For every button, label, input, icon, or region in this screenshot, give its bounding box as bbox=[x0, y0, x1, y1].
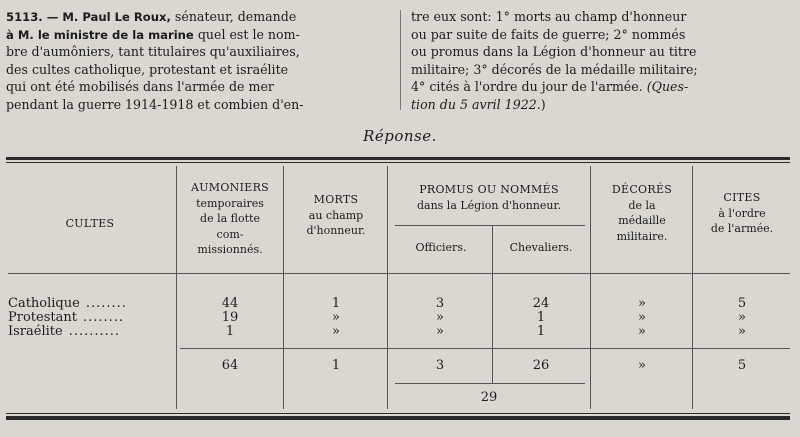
header-aumoniers-line: de la flotte bbox=[200, 212, 260, 225]
cell-decores: » bbox=[638, 324, 646, 339]
promus-total-line bbox=[395, 383, 585, 384]
header-decores bbox=[592, 182, 692, 244]
header-aumoniers-line: AUMONIERS bbox=[190, 181, 269, 194]
question-text-segment: qui ont été mobilisés dans l'armée de mer bbox=[6, 79, 274, 95]
column-line bbox=[590, 166, 591, 409]
question-text-segment: sénateur, demande bbox=[170, 9, 297, 24]
column-line bbox=[492, 225, 493, 383]
row-label bbox=[8, 311, 124, 325]
header-aumoniers bbox=[178, 180, 282, 258]
question-text-segment: pendant la guerre 1914-1918 et combien d'en- bbox=[6, 96, 304, 112]
question-text-segment: tre eux sont: 1° morts au champ d'honneur bbox=[411, 9, 687, 24]
total-aumoniers: 64 bbox=[221, 358, 239, 373]
leader-dots: .......... bbox=[68, 324, 121, 339]
cell-cites: » bbox=[738, 324, 746, 339]
header-bottom-line bbox=[8, 273, 790, 274]
cell-chevaliers: 1 bbox=[536, 310, 546, 325]
totals-line bbox=[180, 348, 790, 349]
column-line bbox=[283, 166, 284, 409]
header-subline bbox=[395, 225, 585, 226]
question-text-segment: 4° cités à l'ordre du jour de l'armée. bbox=[411, 79, 647, 95]
culte-name: Protestant bbox=[8, 310, 77, 325]
total-decores: » bbox=[638, 358, 646, 373]
total-officiers: 3 bbox=[435, 358, 445, 373]
header-cultes: CULTES bbox=[65, 217, 115, 230]
cell-morts: » bbox=[332, 324, 340, 339]
cell-aumoniers: 44 bbox=[221, 296, 239, 311]
culte-name: Catholique bbox=[8, 296, 80, 311]
cell-decores: » bbox=[638, 310, 646, 325]
question-text-segment: ou par suite de faits de guerre; 2° nommés bbox=[411, 26, 686, 42]
cell-cites: » bbox=[738, 310, 746, 325]
header-chevaliers: Chevaliers. bbox=[509, 241, 573, 254]
header-promus bbox=[388, 182, 590, 213]
column-line bbox=[176, 166, 177, 409]
header-morts-line: au champ bbox=[308, 208, 364, 222]
header-cites bbox=[694, 190, 790, 237]
question-text-segment: militaire; 3° décorés de la médaille militaire; bbox=[411, 61, 698, 77]
cell-officiers: 3 bbox=[435, 296, 445, 311]
cell-officiers: » bbox=[436, 324, 444, 339]
header-decores-line: DÉCORÉS bbox=[611, 183, 673, 196]
header-morts-line: MORTS bbox=[313, 193, 359, 206]
cell-morts: » bbox=[332, 310, 340, 325]
cell-chevaliers: 24 bbox=[532, 296, 550, 311]
header-cites-line: CITES bbox=[723, 191, 761, 204]
header-decores-line: militaire. bbox=[616, 229, 668, 243]
response-title: Réponse. bbox=[363, 127, 437, 145]
question-text-segment: ou promus dans la Légion d'honneur au titre bbox=[411, 44, 697, 60]
header-aumoniers-line: missionnés. bbox=[197, 243, 263, 256]
question-text-segment: ) bbox=[540, 96, 546, 112]
row-label bbox=[8, 325, 120, 339]
row-label bbox=[8, 297, 127, 311]
leader-dots: ........ bbox=[82, 310, 125, 325]
cell-cites: 5 bbox=[737, 296, 747, 311]
cell-aumoniers: 1 bbox=[225, 324, 235, 339]
column-line bbox=[692, 166, 693, 409]
question-text-segment: (Ques- bbox=[646, 79, 689, 95]
total-cites: 5 bbox=[737, 358, 747, 373]
cell-chevaliers: 1 bbox=[536, 324, 546, 339]
total-morts: 1 bbox=[331, 358, 341, 373]
question-text-segment: tion du 5 avril 1922. bbox=[411, 96, 541, 112]
total-chevaliers: 26 bbox=[532, 358, 550, 373]
cell-officiers: » bbox=[436, 310, 444, 325]
total-promus: 29 bbox=[480, 390, 498, 405]
question-text-segment: à M. le ministre de la marine bbox=[6, 27, 194, 42]
table-bottom-rule-thin bbox=[6, 413, 790, 414]
header-aumoniers-line: com- bbox=[216, 227, 244, 241]
header-cites-line: à l'ordre bbox=[718, 206, 766, 220]
cell-morts: 1 bbox=[331, 296, 341, 311]
cell-decores: » bbox=[638, 296, 646, 311]
question-text-segment: des cultes catholique, protestant et israélite bbox=[6, 61, 289, 77]
header-morts-line: d'honneur. bbox=[306, 224, 366, 237]
header-decores-line: de la bbox=[628, 198, 656, 212]
header-cites-line: de l'armée. bbox=[710, 222, 774, 235]
header-aumoniers-line: temporaires bbox=[196, 196, 264, 210]
question-text-segment: bre d'aumôniers, tant titulaires qu'auxiliaires, bbox=[6, 44, 300, 60]
culte-name: Israélite bbox=[8, 324, 63, 339]
leader-dots: ........ bbox=[85, 296, 127, 311]
header-morts bbox=[285, 192, 387, 239]
cell-aumoniers: 19 bbox=[221, 310, 239, 325]
table-bottom-rule bbox=[6, 416, 790, 420]
header-promus-line: dans la Légion d'honneur. bbox=[416, 198, 562, 212]
question-text-segment: 5113. — M. Paul Le Roux, bbox=[6, 10, 171, 24]
header-decores-line: médaille bbox=[618, 214, 666, 227]
header-promus-line: PROMUS OU NOMMÉS bbox=[419, 183, 559, 196]
header-officiers: Officiers. bbox=[415, 241, 467, 254]
question-text-segment: quel est le nom- bbox=[193, 26, 300, 42]
